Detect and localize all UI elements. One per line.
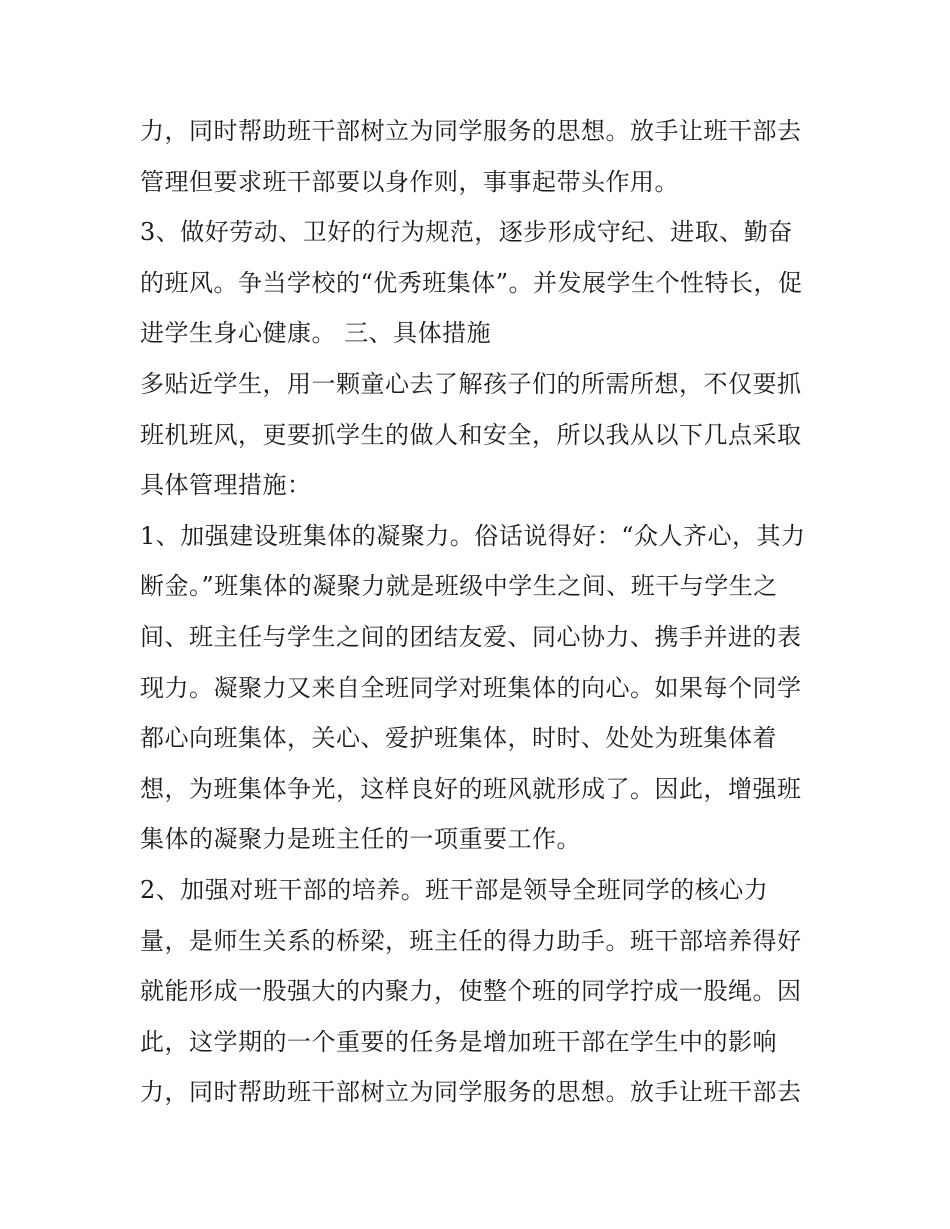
text-line: 集体的凝聚力是班主任的一项重要工作。 [140, 825, 581, 854]
text-line: 间、班主任与学生之间的团结友爱、同心协力、携手并进的表 [140, 622, 802, 651]
text-line: 都心向班集体，关心、爱护班集体，时时、处处为班集体着 [140, 724, 777, 753]
text-line: 断金。”班集体的凝聚力就是班级中学生之间、班干与学生之 [140, 572, 778, 601]
text-line: 力，同时帮助班干部树立为同学服务的思想。放手让班干部去 [140, 117, 802, 145]
text-line: 管理但要求班干部要以身作则，事事起带头作用。 [140, 167, 679, 196]
text-line: 现力。凝聚力又来自全班同学对班集体的向心。如果每个同学 [140, 673, 802, 702]
text-line: 具体管理措施： [140, 471, 312, 500]
text-line: 班机班风，更要抓学生的做人和安全，所以我从以下几点采取 [140, 420, 802, 449]
text-line: 多贴近学生，用一颗童心去了解孩子们的所需所想，不仅要抓 [140, 369, 802, 398]
text-line: 量，是师生关系的桥梁，班主任的得力助手。班干部培养得好 [140, 926, 802, 955]
text-line: 进学生身心健康。 三、具体措施 [140, 319, 492, 348]
text-line: 想，为班集体争光，这样良好的班风就形成了。因此，增强班 [140, 774, 802, 803]
body-text [140, 106, 820, 1118]
text-line: 力，同时帮助班干部树立为同学服务的思想。放手让班干部去 [140, 1078, 802, 1107]
text-line: 2、加强对班干部的培养。班干部是领导全班同学的核心力 [140, 875, 769, 904]
text-line: 的班风。争当学校的“优秀班集体”。并发展学生个性特长，促 [140, 268, 803, 297]
text-line: 1、加强建设班集体的凝聚力。俗话说得好：“众人齐心，其力 [140, 521, 806, 550]
text-line: 此，这学期的一个重要的任务是增加班干部在学生中的影响 [140, 1027, 777, 1056]
text-line: 就能形成一股强大的内聚力，使整个班的同学拧成一股绳。因 [140, 977, 802, 1006]
text-line: 3、做好劳动、卫好的行为规范，逐步形成守纪、进取、勤奋 [140, 218, 793, 247]
